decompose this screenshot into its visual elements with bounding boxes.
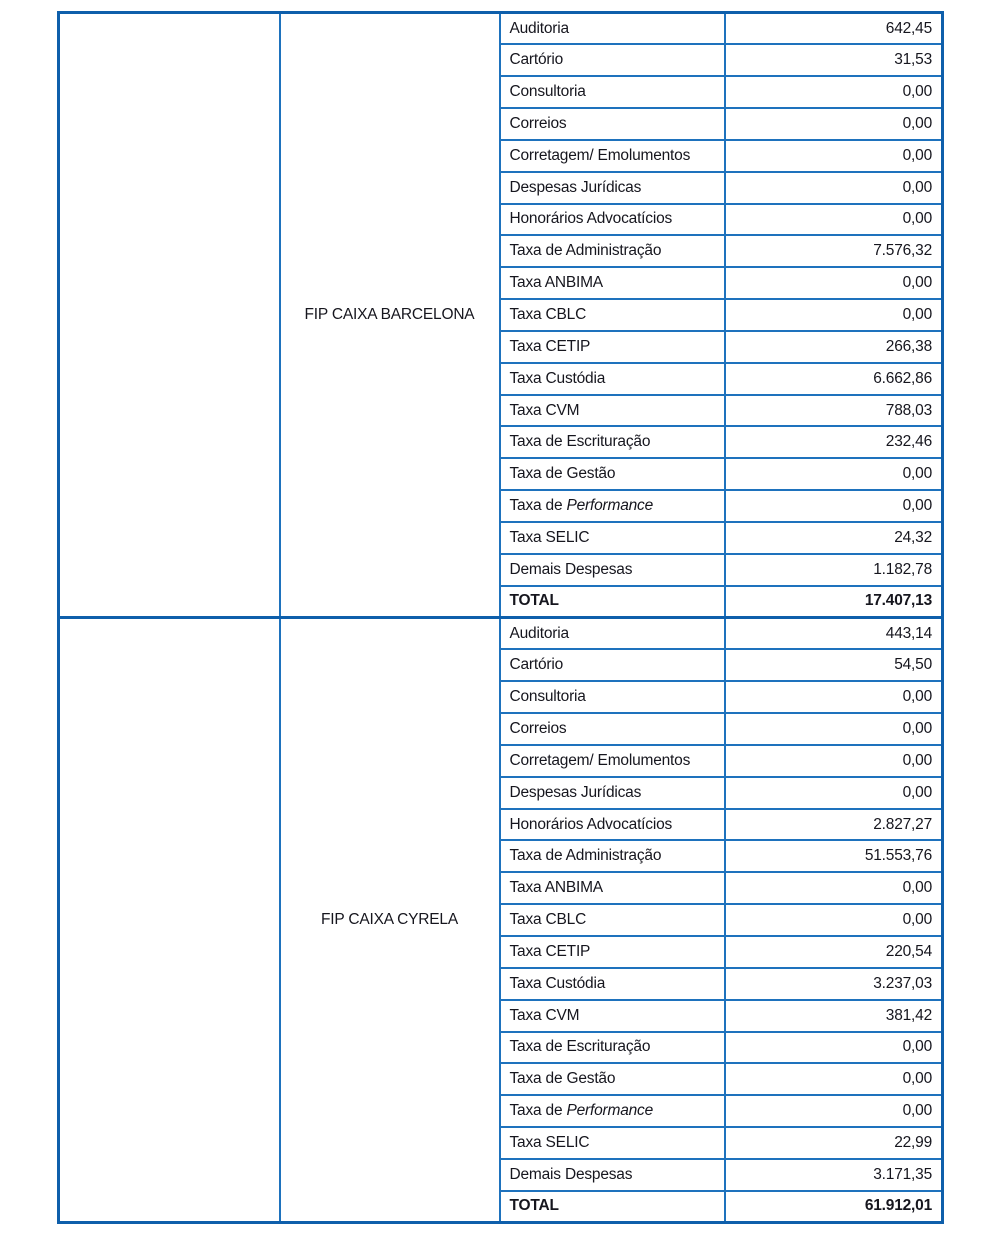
expense-label-cell: [500, 299, 725, 331]
expense-label: Honorários Advocatícios: [509, 210, 673, 228]
expense-label: Taxa de Gestão: [509, 1070, 616, 1088]
expense-value-cell: 22,99: [725, 1127, 943, 1159]
fund-expense-table: [57, 11, 944, 1224]
expense-label: TOTAL: [509, 592, 559, 610]
expense-label-cell: [500, 395, 725, 427]
expense-label: Despesas Jurídicas: [509, 178, 642, 196]
expense-label-cell: [500, 140, 725, 172]
expense-label: Taxa de: [509, 497, 567, 515]
expense-label: Taxa CVM: [509, 1006, 580, 1024]
expense-label-cell: [500, 13, 725, 45]
expense-value-cell: 6.662,86: [725, 363, 943, 395]
expense-label-cell: [500, 586, 725, 618]
expense-label: Corretagem/ Emolumentos: [509, 751, 691, 769]
expense-label-cell: [500, 1191, 725, 1223]
fund-section: [59, 13, 943, 618]
expense-label: Taxa de Administração: [509, 242, 662, 260]
expense-label-cell: [500, 267, 725, 299]
expense-value-cell: 7.576,32: [725, 235, 943, 267]
expense-value-cell: 0,00: [725, 904, 943, 936]
expense-label-cell: [500, 426, 725, 458]
expense-value-cell: 0,00: [725, 108, 943, 140]
expense-label-cell: [500, 76, 725, 108]
expense-label-cell: [500, 1063, 725, 1095]
expense-value-cell: 0,00: [725, 490, 943, 522]
expense-value-cell: 0,00: [725, 713, 943, 745]
table-row: [59, 13, 943, 45]
expense-label: Taxa CVM: [509, 401, 580, 419]
expense-label: Taxa de Administração: [509, 847, 662, 865]
expense-value-cell: 0,00: [725, 745, 943, 777]
expense-label-italic: Performance: [566, 497, 654, 515]
expense-label-cell: [500, 1159, 725, 1191]
expense-label: Demais Despesas: [509, 560, 633, 578]
expense-label-cell: [500, 1032, 725, 1064]
expense-label-cell: [500, 872, 725, 904]
expense-value-cell: 0,00: [725, 299, 943, 331]
expense-label: Correios: [509, 719, 567, 737]
expense-value-cell: 54,50: [725, 649, 943, 681]
expense-value-cell: 0,00: [725, 267, 943, 299]
group-cell-empty: [59, 13, 280, 618]
expense-value-cell: 0,00: [725, 777, 943, 809]
expense-label-cell: [500, 458, 725, 490]
expense-label-italic: Performance: [566, 1102, 654, 1120]
expense-label-cell: [500, 777, 725, 809]
expense-value-cell: 51.553,76: [725, 840, 943, 872]
expense-label-cell: [500, 713, 725, 745]
expense-label-cell: [500, 204, 725, 236]
expense-value-cell: 2.827,27: [725, 809, 943, 841]
expense-label-cell: [500, 44, 725, 76]
expense-label-cell: [500, 681, 725, 713]
expense-value-cell: 61.912,01: [725, 1191, 943, 1223]
expense-value-cell: 0,00: [725, 458, 943, 490]
expense-label: Honorários Advocatícios: [509, 815, 673, 833]
expense-value-cell: 0,00: [725, 204, 943, 236]
group-cell-empty: [59, 618, 280, 1223]
expense-label-cell: [500, 904, 725, 936]
expense-value-cell: 220,54: [725, 936, 943, 968]
expense-label: Taxa Custódia: [509, 369, 606, 387]
expense-value-cell: 0,00: [725, 872, 943, 904]
expense-label: TOTAL: [509, 1197, 559, 1215]
expense-label: Consultoria: [509, 688, 586, 706]
expense-label: Taxa CBLC: [509, 306, 587, 324]
expense-label: Taxa ANBIMA: [509, 274, 603, 292]
expense-label: Taxa de: [509, 1102, 567, 1120]
expense-label: Despesas Jurídicas: [509, 783, 642, 801]
expense-label: Taxa de Gestão: [509, 465, 616, 483]
fund-name-cell: FIP CAIXA BARCELONA: [280, 13, 500, 618]
expense-label: Correios: [509, 114, 567, 132]
expense-value-cell: 24,32: [725, 522, 943, 554]
expense-label: Taxa ANBIMA: [509, 879, 603, 897]
expense-label-cell: [500, 331, 725, 363]
expense-label-cell: [500, 936, 725, 968]
expense-label-cell: [500, 1095, 725, 1127]
expense-label: Taxa Custódia: [509, 974, 606, 992]
expense-label-cell: [500, 968, 725, 1000]
expense-label-cell: [500, 1000, 725, 1032]
expense-label: Auditoria: [509, 19, 569, 37]
expense-label: Taxa de Escrituração: [509, 1038, 651, 1056]
expense-label-cell: [500, 745, 725, 777]
expense-label: Auditoria: [509, 624, 569, 642]
fund-name-cell: FIP CAIXA CYRELA: [280, 618, 500, 1223]
expense-label-cell: [500, 172, 725, 204]
fund-section: [59, 618, 943, 1223]
expense-label-cell: [500, 108, 725, 140]
expense-label: Taxa SELIC: [509, 1133, 590, 1151]
expense-value-cell: 0,00: [725, 1032, 943, 1064]
expense-value-cell: 266,38: [725, 331, 943, 363]
expense-value-cell: 3.171,35: [725, 1159, 943, 1191]
expense-value-cell: 3.237,03: [725, 968, 943, 1000]
expense-value-cell: 31,53: [725, 44, 943, 76]
expense-value-cell: 0,00: [725, 1095, 943, 1127]
expense-label: Demais Despesas: [509, 1165, 633, 1183]
expense-label-cell: [500, 618, 725, 650]
expense-value-cell: 0,00: [725, 172, 943, 204]
expense-label: Taxa SELIC: [509, 528, 590, 546]
table-row: [59, 618, 943, 650]
expense-label-cell: [500, 235, 725, 267]
expense-label-cell: [500, 649, 725, 681]
expense-label: Taxa de Escrituração: [509, 433, 651, 451]
expense-label-cell: [500, 522, 725, 554]
expense-value-cell: 788,03: [725, 395, 943, 427]
expense-value-cell: 0,00: [725, 76, 943, 108]
expense-value-cell: 17.407,13: [725, 586, 943, 618]
expense-label: Consultoria: [509, 83, 586, 101]
expense-value-cell: 642,45: [725, 13, 943, 45]
expense-label: Corretagem/ Emolumentos: [509, 146, 691, 164]
expense-label: Cartório: [509, 51, 564, 69]
expense-value-cell: 1.182,78: [725, 554, 943, 586]
expense-value-cell: 232,46: [725, 426, 943, 458]
expense-value-cell: 381,42: [725, 1000, 943, 1032]
expense-label: Taxa CETIP: [509, 942, 591, 960]
expense-label-cell: [500, 363, 725, 395]
expense-label-cell: [500, 840, 725, 872]
expense-value-cell: 443,14: [725, 618, 943, 650]
expense-label: Taxa CBLC: [509, 911, 587, 929]
expense-label-cell: [500, 554, 725, 586]
expense-label: Taxa CETIP: [509, 337, 591, 355]
expense-value-cell: 0,00: [725, 681, 943, 713]
expense-label-cell: [500, 490, 725, 522]
expense-label-cell: [500, 1127, 725, 1159]
expense-value-cell: 0,00: [725, 140, 943, 172]
expense-label: Cartório: [509, 656, 564, 674]
expense-label-cell: [500, 809, 725, 841]
expense-value-cell: 0,00: [725, 1063, 943, 1095]
